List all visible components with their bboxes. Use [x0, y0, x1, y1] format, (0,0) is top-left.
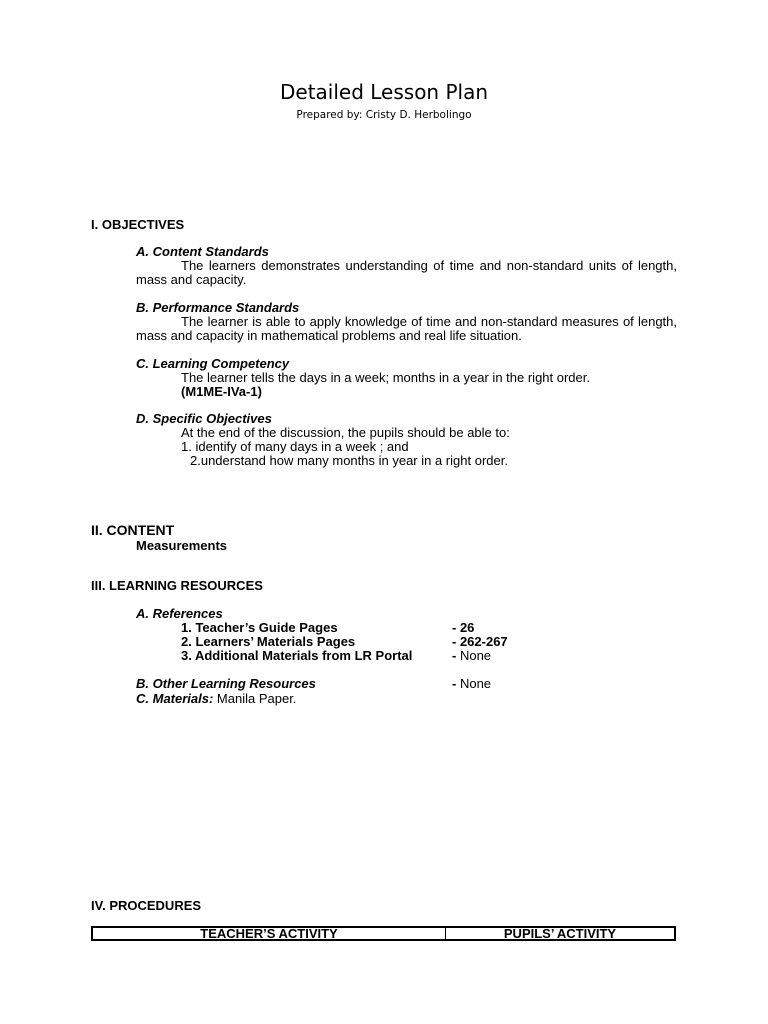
reference-label: 3. Additional Materials from LR Portal — [181, 648, 413, 663]
references-label: A. References — [136, 606, 223, 621]
pupils-activity-header: PUPILS’ ACTIVITY — [503, 926, 617, 941]
document-title: Detailed Lesson Plan — [279, 80, 489, 104]
performance-standards-label: B. Performance Standards — [136, 300, 300, 315]
other-resources-label: B. Other Learning Resources — [136, 676, 316, 691]
other-resources-value: - None — [452, 676, 492, 691]
specific-objective-item-1: 1. identify of many days in a week ; and — [181, 439, 409, 454]
learning-competency-text: The learner tells the days in a week; months in a year in the right order. — [181, 370, 590, 385]
objectives-heading: I. OBJECTIVES — [91, 217, 185, 232]
reference-value: - None — [452, 648, 492, 663]
materials-line: C. Materials: Manila Paper. — [136, 691, 297, 706]
learning-resources-heading: III. LEARNING RESOURCES — [91, 578, 263, 593]
content-topic: Measurements — [136, 538, 228, 553]
performance-standards-text: The learner is able to apply knowledge of time and non-standard measures of length, mass and capacity in mathematical problems and real life situation. — [136, 314, 677, 343]
teacher-activity-header: TEACHER’S ACTIVITY — [93, 928, 446, 939]
procedures-table — [91, 926, 676, 941]
content-heading: II. CONTENT — [91, 522, 175, 538]
specific-objectives-intro: At the end of the discussion, the pupils should be able to: — [181, 425, 510, 440]
prepared-by: Prepared by: Cristy D. Herbolingo — [296, 109, 472, 121]
reference-value: - 262-267 — [452, 634, 508, 649]
content-standards-label: A. Content Standards — [136, 244, 269, 259]
learning-competency-code: (M1ME-IVa-1) — [181, 384, 262, 399]
specific-objective-item-2: 2.understand how many months in year in a right order. — [190, 453, 508, 468]
reference-label: 2. Learners’ Materials Pages — [181, 634, 356, 649]
learning-competency-label: C. Learning Competency — [136, 356, 290, 371]
specific-objectives-label: D. Specific Objectives — [136, 411, 272, 426]
reference-value: - 26 — [452, 620, 475, 635]
reference-label: 1. Teacher’s Guide Pages — [181, 620, 338, 635]
content-standards-text: The learners demonstrates understanding of time and non-standard units of length, mass and capacity. — [136, 258, 677, 287]
procedures-heading: IV. PROCEDURES — [91, 898, 202, 913]
